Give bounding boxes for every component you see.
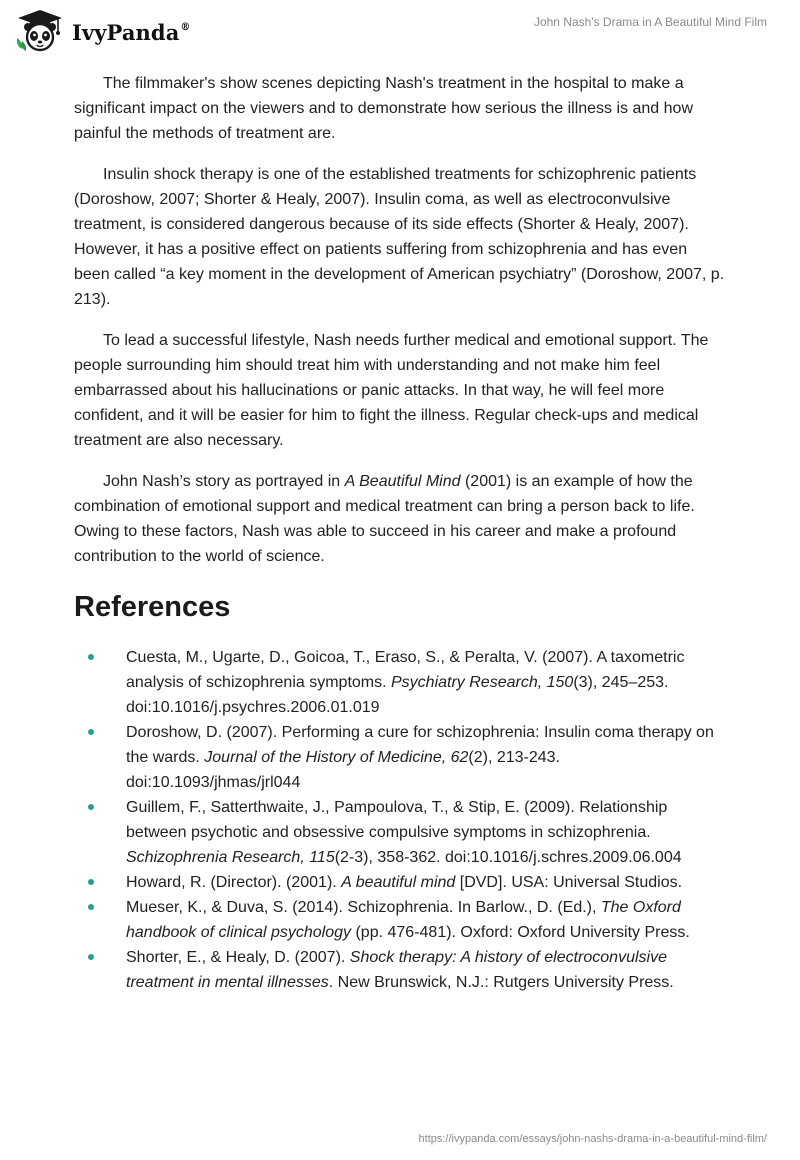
text-run: (3), 245–253. doi:10.1016/j.psychres.2006.01.019 bbox=[126, 674, 669, 716]
italic-text: A Beautiful Mind bbox=[344, 473, 461, 490]
essay-paragraph bbox=[74, 469, 726, 569]
document-title: John Nash's Drama in A Beautiful Mind Film bbox=[533, 15, 767, 29]
panda-graduate-icon bbox=[14, 8, 66, 52]
essay-body bbox=[74, 71, 726, 569]
text-run: Insulin shock therapy is one of the established treatments for schizophrenic patients (Doroshow, 2007; Shorter & Healy, 2007). Insulin coma, as well as electroconvulsive treatment, is considered dangerous because of its side effects (Shorter & Healy, 2007). However, it has a positive effect on patients suffering from schizophrenia and has even been called “a key moment in the development of American psychiatry” (Doroshow, 2007, p. 213). bbox=[74, 166, 725, 308]
reference-item bbox=[74, 645, 726, 720]
reference-item bbox=[74, 795, 726, 870]
reference-item bbox=[74, 870, 726, 895]
bullet-icon bbox=[88, 954, 94, 960]
source-url: https://ivypanda.com/essays/john-nashs-drama-in-a-beautiful-mind-film/ bbox=[418, 1133, 767, 1145]
brand-name: IvyPanda® bbox=[72, 19, 191, 45]
text-run: Doroshow, D. (2007). Performing a cure for schizophrenia: Insulin coma therapy on the wards. bbox=[126, 724, 714, 766]
italic-text: A beautiful mind bbox=[341, 874, 456, 891]
essay-paragraph bbox=[74, 71, 726, 146]
bullet-icon bbox=[88, 904, 94, 910]
bullet-icon bbox=[88, 879, 94, 885]
text-run: . New Brunswick, N.J.: Rutgers University Press. bbox=[328, 974, 674, 991]
text-run: (pp. 476-481). Oxford: Oxford University Press. bbox=[351, 924, 690, 941]
reference-item bbox=[74, 945, 726, 995]
page-header bbox=[0, 0, 800, 64]
italic-text: Psychiatry Research, 150 bbox=[391, 674, 574, 691]
text-run: Shorter, E., & Healy, D. (2007). bbox=[126, 949, 350, 966]
text-run: Guillem, F., Satterthwaite, J., Pampoulova, T., & Stip, E. (2009). Relationship between psychotic and obsessive compulsive symptoms in schizophrenia. bbox=[126, 799, 668, 841]
text-run: Howard, R. (Director). (2001). bbox=[126, 874, 342, 891]
text-run: John Nash’s story as portrayed in bbox=[103, 473, 345, 490]
text-run: (2), 213-243. doi:10.1093/jhmas/jrl044 bbox=[126, 749, 561, 791]
bullet-icon bbox=[88, 654, 94, 660]
bullet-icon bbox=[88, 804, 94, 810]
reference-item bbox=[74, 720, 726, 795]
text-run: To lead a successful lifestyle, Nash needs further medical and emotional support. The people surrounding him should treat him with understanding and not make him feel embarrassed about his hallucinations or panic attacks. In that way, he will feel more confident, and it will be easier for him to fight the illness. Regular check-ups and medical treatment are also necessary. bbox=[74, 332, 709, 449]
text-run: (2001) is an example of how the combination of emotional support and medical treatment can bring a person back to life. Owing to these factors, Nash was able to succeed in his career and make a profound contribution to the world of science. bbox=[74, 473, 695, 565]
text-run: Cuesta, M., Ugarte, D., Goicoa, T., Eraso, S., & Peralta, V. (2007). A taxometric analysis of schizophrenia symptoms. bbox=[126, 649, 685, 691]
reference-item bbox=[74, 895, 726, 945]
essay-paragraph bbox=[74, 328, 726, 453]
italic-text: Shock therapy: A history of electroconvulsive treatment in mental illnesses bbox=[126, 949, 667, 991]
essay-content bbox=[74, 71, 726, 995]
text-run: The filmmaker's show scenes depicting Nash's treatment in the hospital to make a significant impact on the viewers and to demonstrate how serious the illness is and how painful the methods of treatment are. bbox=[74, 75, 693, 142]
bullet-icon bbox=[88, 729, 94, 735]
references-list bbox=[74, 645, 726, 995]
italic-text: Journal of the History of Medicine, 62 bbox=[204, 749, 469, 766]
ivypanda-logo[interactable] bbox=[14, 8, 191, 52]
text-run: Mueser, K., & Duva, S. (2014). Schizophrenia. In Barlow., D. (Ed.), bbox=[126, 899, 601, 916]
references-heading: References bbox=[74, 591, 231, 623]
essay-paragraph bbox=[74, 162, 726, 312]
text-run: [DVD]. USA: Universal Studios. bbox=[455, 874, 683, 891]
text-run: (2-3), 358-362. doi:10.1016/j.schres.2009.06.004 bbox=[334, 849, 682, 866]
italic-text: Schizophrenia Research, 115 bbox=[126, 849, 335, 866]
italic-text: The Oxford handbook of clinical psychology bbox=[126, 899, 681, 941]
